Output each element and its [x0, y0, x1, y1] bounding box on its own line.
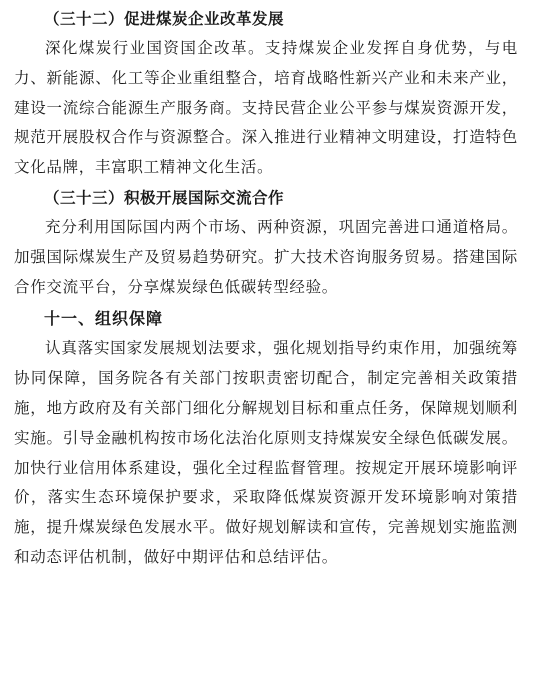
section-33-paragraph: 充分利用国际国内两个市场、两种资源，巩固完善进口通道格局。加强国际煤炭生产及贸易趋势研究。扩大技术咨询服务贸易。搭建国际合作交流平台，分享煤炭绿色低碳转型经验。	[14, 217, 518, 296]
chapter-11-heading: 十一、组织保障	[44, 309, 164, 329]
section-32-paragraph: 深化煤炭行业国资国企改革。支持煤炭企业发挥自身优势，与电力、新能源、化工等企业重组整合，培育战略性新兴产业和未来产业，建设一流综合能源生产服务商。支持民营企业公平参与煤炭资源开发，规范开展股权合作与资源整合。深入推进行业精神文明建设，打造特色文化品牌，丰富职工精神文化生活。	[14, 39, 518, 177]
section-33	[14, 183, 518, 302]
chapter-11-paragraph: 认真落实国家发展规划法要求，强化规划指导约束作用，加强统筹协同保障，国务院各有关部门按职责密切配合，制定完善相关政策措施，地方政府及有关部门细化分解规划目标和重点任务，保障规划顺利实施。引导金融机构按市场化法治化原则支持煤炭安全绿色低碳发展。加快行业信用体系建设，强化全过程监督管理。按规定开展环境影响评价，落实生态环境保护要求，采取降低煤炭资源开发环境影响对策措施，提升煤炭绿色发展水平。做好规划解读和宣传，完善规划实施监测和动态评估机制，做好中期评估和总结评估。	[14, 339, 518, 566]
chapter-11	[14, 304, 518, 572]
section-32-heading: （三十二）促进煤炭企业改革发展	[44, 10, 285, 28]
section-32	[14, 4, 518, 183]
section-33-heading: （三十三）积极开展国际交流合作	[44, 188, 285, 207]
